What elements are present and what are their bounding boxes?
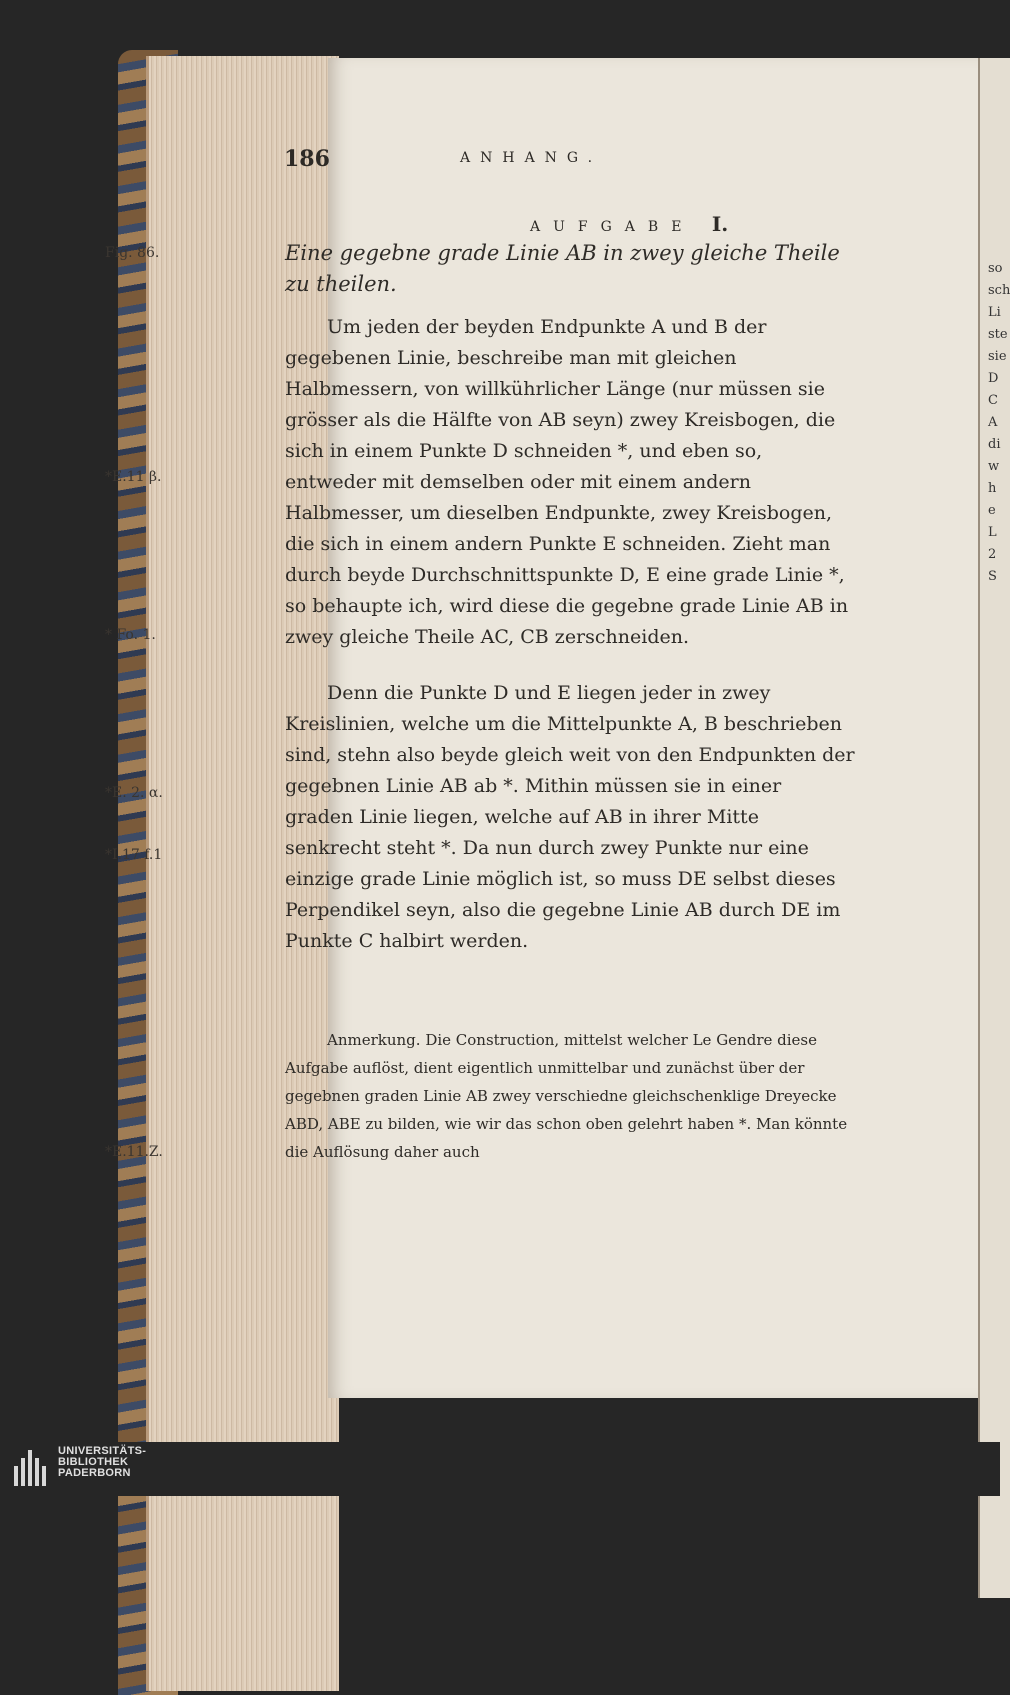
next-page-fragment: di — [988, 437, 1001, 452]
paragraph-text: Anmerkung. Die Construction, mittelst welcher Le Gendre diese Aufgabe auflöst, dient eigentlich unmittelbar und zunächst über der gegebnen graden Linie AB zwey verschiedne gleichschenklige Dreyecke ABD, ABE zu bilden, wie wir das schon oben gelehrt haben *. Man könnte die Auflösung daher auch — [285, 1031, 848, 1161]
margin-note: *E.11 β. — [105, 469, 162, 485]
page-number: 186 — [284, 146, 330, 172]
paragraph-text: Denn die Punkte D und E liegen jeder in zwey Kreislinien, welche um die Mittelpunkte A, B beschrieben sind, stehn also beyde gleich weit von den Endpunkten der gegebnen Linie AB ab *. Mithin müssen sie in einer graden Linie liegen, welche auf AB in ihrer Mitte senkrecht steht *. Da nun durch zwey Punkte nur eine einzige grade Linie möglich ist, so muss DE selbst dieses Perpendikel seyn, also die gegebne Linie AB durch DE im Punkte C halbirt werden. — [285, 682, 855, 952]
next-page-fragment: so — [988, 261, 1003, 276]
next-page-fragment: Li — [988, 305, 1001, 320]
next-page-fragment: L — [988, 525, 997, 540]
next-page-fragment: sch — [988, 283, 1010, 298]
next-page-fragment: 2 — [988, 547, 997, 562]
library-logo-icon — [14, 1450, 50, 1486]
margin-note: *E. 2. α. — [105, 785, 163, 801]
next-page-fragment: A — [988, 415, 998, 430]
figure-reference: Fig. 86. — [105, 245, 160, 261]
next-page-edge — [978, 58, 1010, 1598]
margin-note: * Fo. 1. — [105, 627, 156, 643]
next-page-fragment: D — [988, 371, 999, 386]
library-name-line: PADERBORN — [58, 1467, 131, 1479]
margin-note: *E.11.Z. — [105, 1144, 163, 1160]
task-title-text: Eine gegebne grade Linie AB in zwey gleiche Theile zu theilen. — [285, 241, 840, 296]
task-heading-word: AUFGABE — [530, 219, 695, 235]
library-name-line: UNIVERSITÄTS- — [58, 1445, 147, 1457]
next-page-fragment: w — [988, 459, 1000, 474]
library-name — [58, 1446, 146, 1479]
next-page-fragment: h — [988, 481, 997, 496]
task-number: I. — [711, 212, 729, 236]
next-page-fragment: ste — [988, 327, 1008, 342]
library-name-line: BIBLIOTHEK — [58, 1456, 129, 1468]
paragraph-construction — [105, 312, 855, 653]
next-page-fragment: C — [988, 393, 998, 408]
next-page-fragment: sie — [988, 349, 1007, 364]
next-page-fragment: S — [988, 569, 997, 584]
margin-note: *I.17 f.1 — [105, 847, 163, 863]
task-title — [105, 238, 855, 300]
paragraph-proof — [105, 678, 855, 957]
paragraph-remark — [105, 1026, 855, 1166]
library-logo — [0, 1442, 1000, 1496]
paragraph-text: Um jeden der beyden Endpunkte A und B der gegebenen Linie, beschreibe man mit gleichen Halbmessern, von willkührlicher Länge (nur müssen sie grösser als die Hälfte von AB seyn) zwey Kreisbogen, die sich in einem Punkte D schneiden *, und eben so, entweder mit demselben oder mit einem andern Halbmesser, um dieselben Endpunkte, zwey Kreisbogen, die sich in einem andern Punkte E schneiden. Zieht man durch beyde Durchschnittspunkte D, E eine grade Linie *, so behaupte ich, wird diese die gegebne grade Linie AB in zwey gleiche Theile AC, CB zerschneiden. — [285, 316, 849, 648]
running-head: ANHANG. — [460, 150, 603, 166]
next-page-fragment: e — [988, 503, 996, 518]
task-heading — [530, 212, 728, 236]
